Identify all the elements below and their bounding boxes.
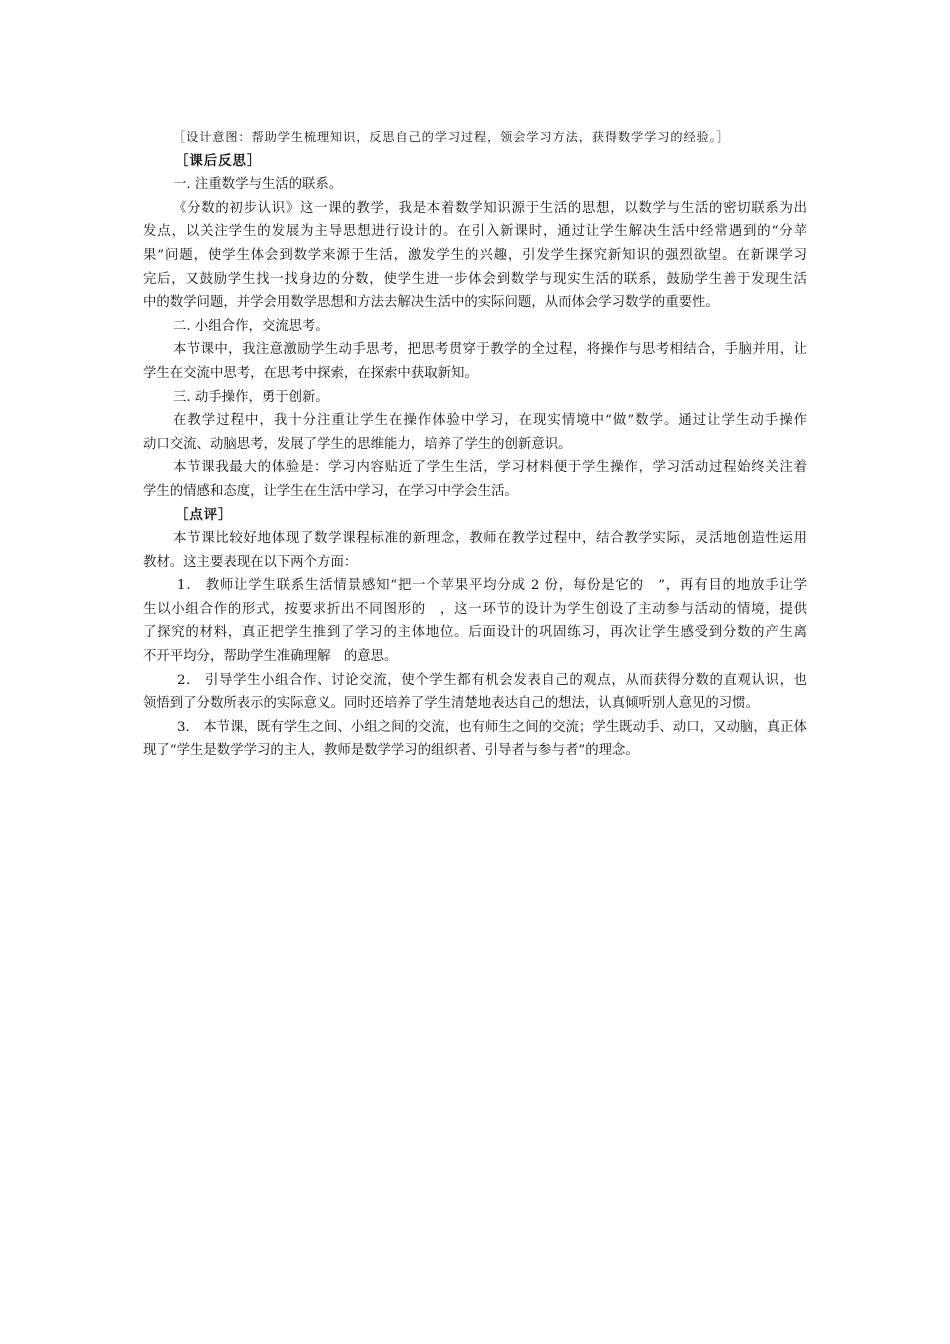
reflection-heading: ［课后反思］ xyxy=(175,152,262,169)
paragraph-line: 本节课我最大的体验是：学习内容贴近了学生生活，学习材料便于学生操作，学习活动过程始终关注着 xyxy=(173,460,807,476)
point-line: 现了“学生是数学学习的主人，教师是数学学习的组织者、引导者与参与者”的理念。 xyxy=(143,743,639,759)
comment-line: 教材。这主要表现在以下两个方面： xyxy=(143,554,358,570)
paragraph-line: 学生在交流中思考，在思考中探索，在探索中获取新知。 xyxy=(143,365,478,381)
point-line: 了探究的材料，真正把学生推到了学习的主体地位。后面设计的巩固练习，再次让学生感受到分数的产生离 xyxy=(143,625,807,641)
section-heading: 三. 动手操作，勇于创新。 xyxy=(173,389,329,405)
point-line: 2． 引导学生小组合作、讨论交流，使个学生都有机会发表自己的观点，从而获得分数的直观认识，也 xyxy=(177,672,807,688)
point-line: 1． 教师让学生联系生活情景感知“把一个苹果平均分成 2 份，每份是它的 ”，再有目的地放手让学 xyxy=(177,578,807,594)
comment-line: 本节课比较好地体现了数学课程标准的新理念，教师在教学过程中，结合教学实际，灵活地创造性运用 xyxy=(173,531,807,547)
point-line: 生以小组合作的形式，按要求折出不同图形的 ，这一环节的设计为学生创设了主动参与活动的情境，提供 xyxy=(143,601,807,617)
point-line: 领悟到了分数所表示的实际意义。同时还培养了学生清楚地表达自己的想法，认真倾听别人意见的习惯。 xyxy=(143,696,759,712)
paragraph-line: 果”问题，使学生体会到数学来源于生活，激发学生的兴趣，引发学生探究新知识的强烈欲望。在新课学习 xyxy=(143,247,807,263)
point-line: 不开平均分，帮助学生准确理解 的意思。 xyxy=(143,649,398,665)
paragraph-line: 本节课中，我注意激励学生动手思考，把思考贯穿于教学的全过程，将操作与思考相结合，手脑并用，让 xyxy=(173,342,807,358)
paragraph-line: 《分数的初步认识》这一课的教学，我是本着数学知识源于生活的思想，以数学与生活的密切联系为出 xyxy=(173,200,807,216)
paragraph-line: 动口交流、动脑思考，发展了学生的思维能力，培养了学生的创新意识。 xyxy=(143,436,572,452)
paragraph-line: 在教学过程中，我十分注重让学生在操作体验中学习，在现实情境中“做”数学。通过让学生动手操作 xyxy=(173,413,807,429)
section-heading: 一. 注重数学与生活的联系。 xyxy=(173,177,343,193)
document-body xyxy=(143,126,807,763)
design-intent-note: ［设计意图：帮助学生梳理知识，反思自己的学习过程，领会学习方法，获得数学学习的经验。］ xyxy=(173,130,730,144)
section-heading: 二. 小组合作，交流思考。 xyxy=(173,318,329,334)
paragraph-line: 学生的情感和态度，让学生在生活中学习，在学习中学会生活。 xyxy=(143,483,518,499)
comment-heading: ［点评］ xyxy=(175,506,233,523)
paragraph-line: 完后，又鼓励学生找一找身边的分数，使学生进一步体会到数学与现实生活的联系，鼓励学生善于发现生活 xyxy=(143,271,807,287)
paragraph-line: 中的数学问题，并学会用数学思想和方法去解决生活中的实际问题，从而体会学习数学的重要性。 xyxy=(143,295,719,311)
point-line: 3． 本节课，既有学生之间、小组之间的交流，也有师生之间的交流；学生既动手、动口，又动脑，真正体 xyxy=(177,719,807,735)
paragraph-line: 发点，以关注学生的发展为主导思想进行设计的。在引入新课时，通过让学生解决生活中经常遇到的“分苹 xyxy=(143,224,807,240)
